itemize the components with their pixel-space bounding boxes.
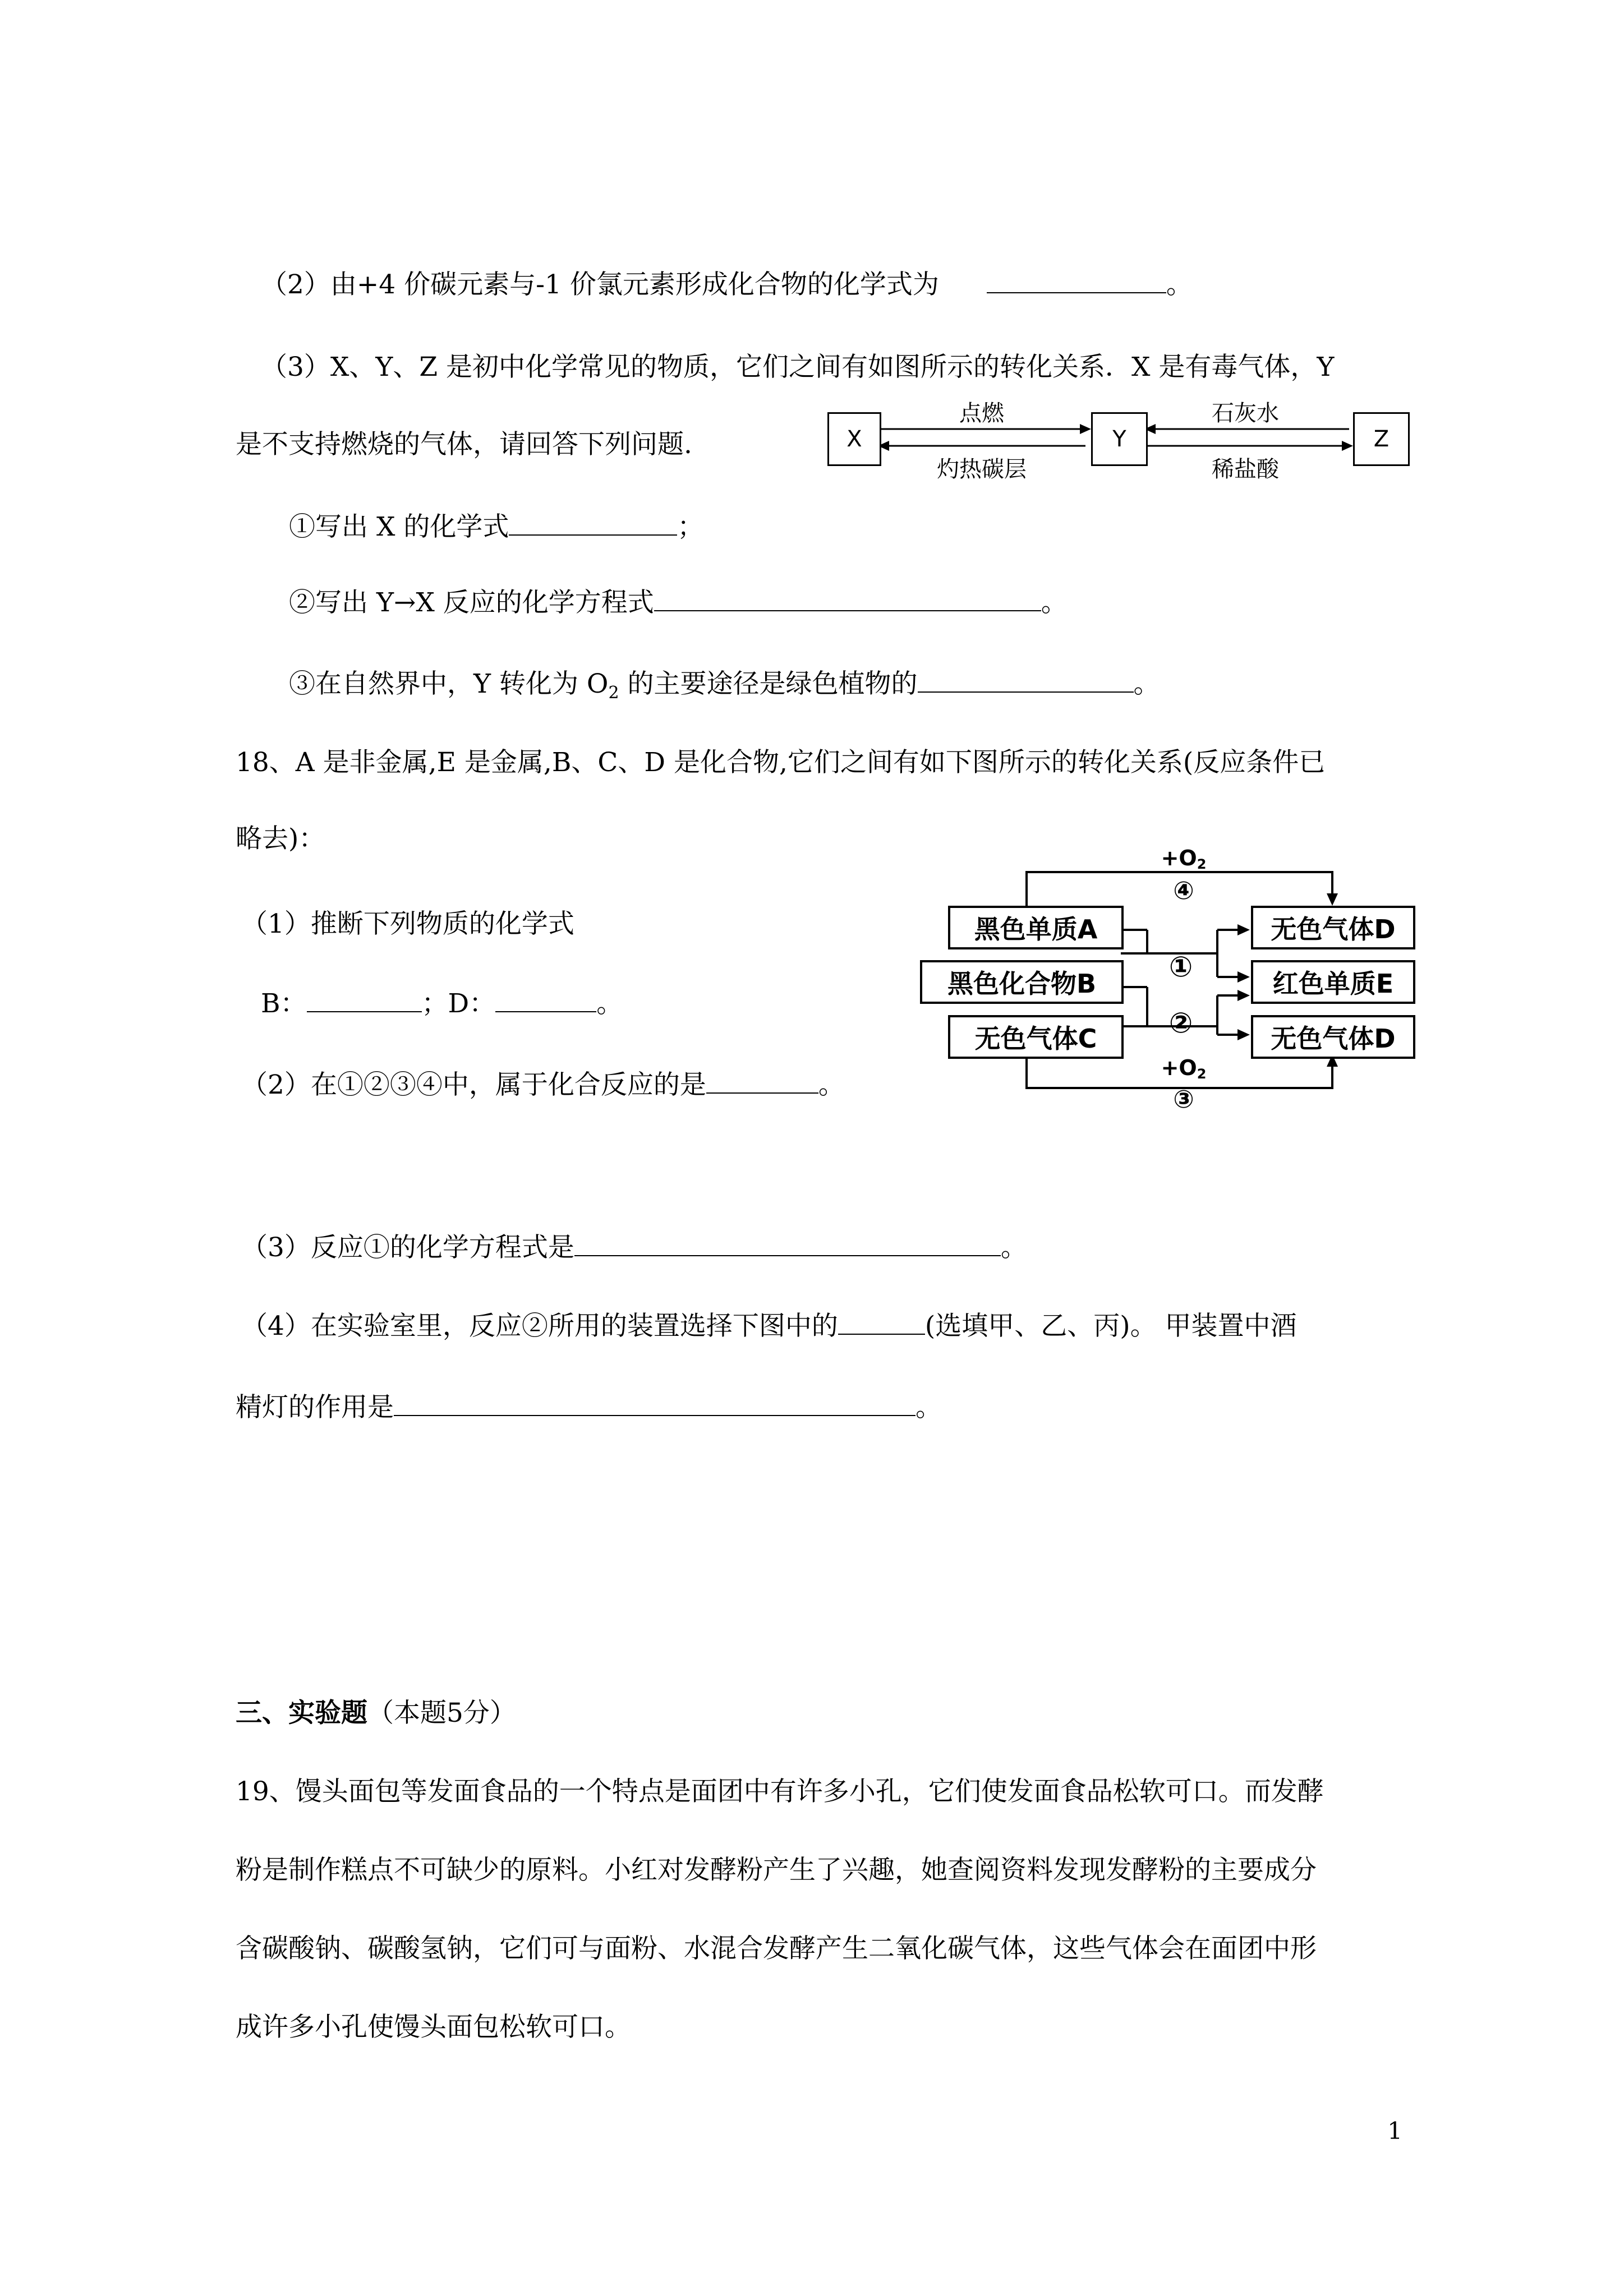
label-hot-carbon: 灼热碳层 <box>937 457 1027 482</box>
box-colorless-gas-d-top: 无色气体D <box>1251 906 1415 949</box>
box-red-element-e: 红色单质E <box>1251 960 1415 1004</box>
q19-line1: 19、馒头面包等发面食品的一个特点是面团中有许多小孔，它们使发面食品松软可口。而发酵 <box>236 1776 1324 1807</box>
q17-sub3: ③在自然界中，Y 转化为 $O_2$ 的主要途径是绿色植物的 。 <box>289 668 1160 703</box>
box-colorless-gas-c: 无色气体C <box>948 1015 1124 1059</box>
box-y: Y <box>1091 412 1148 466</box>
answer-blank[interactable] <box>394 1393 915 1416</box>
box-black-element-a: 黑色单质A <box>948 906 1124 949</box>
q18-line1: 18、A 是非金属,E 是金属,B、C、D 是化合物,它们之间有如下图所示的转化关系(反应条件已 <box>236 747 1326 778</box>
answer-blank[interactable] <box>574 1233 1001 1256</box>
q17-part3-line1: （3）X、Y、Z 是初中化学常见的物质，它们之间有如图所示的转化关系．X 是有毒气体，Y <box>261 352 1335 382</box>
page-number: 1 <box>1387 2117 1402 2145</box>
q18-part4-line2: 精灯的作用是 。 <box>236 1392 942 1423</box>
label-ignite: 点燃 <box>959 400 1004 426</box>
q19-line4: 成许多小孔使馒头面包松软可口。 <box>236 2012 631 2043</box>
box-z: Z <box>1353 412 1410 466</box>
box-black-compound-b: 黑色化合物B <box>920 960 1124 1004</box>
label-plus-o2-bottom: +O2 <box>1161 1055 1207 1082</box>
q19-line3: 含碳酸钠、碳酸氢钠，它们可与面粉、水混合发酵产生二氧化碳气体，这些气体会在面团中形 <box>236 1933 1317 1964</box>
answer-blank[interactable] <box>838 1311 925 1335</box>
label-hcl: 稀盐酸 <box>1212 457 1279 482</box>
q18-part1: （1）推断下列物质的化学式 <box>241 909 574 939</box>
label-limewater: 石灰水 <box>1212 400 1279 426</box>
q17-part2: （2）由+4 价碳元素与-1 价氯元素形成化合物的化学式为 。 <box>261 269 1193 300</box>
q18-part2: （2）在①②③④中，属于化合反应的是 。 <box>241 1069 845 1100</box>
label-plus-o2-top: +O2 <box>1161 846 1207 872</box>
label-reaction-3: ③ <box>1173 1085 1194 1114</box>
section3-heading: 三、实验题（本题5分） <box>236 1698 516 1728</box>
label-reaction-2: ② <box>1168 1007 1193 1039</box>
q17-sub1: ①写出 X 的化学式 ； <box>289 511 704 542</box>
q18-part4-line1: （4）在实验室里，反应②所用的装置选择下图中的 (选填甲、乙、丙)。 甲装置中酒 <box>241 1311 1297 1341</box>
box-x: X <box>827 412 881 466</box>
q17-sub2: ②写出 Y→X 反应的化学方程式 。 <box>289 587 1068 618</box>
q18-part1-answers: B： ；D： 。 <box>261 988 623 1019</box>
box-colorless-gas-d-bottom: 无色气体D <box>1251 1015 1415 1059</box>
label-reaction-1: ① <box>1168 951 1193 983</box>
q17-part3-line2: 是不支持燃烧的气体，请回答下列问题. <box>236 429 692 460</box>
q18-part3: （3）反应①的化学方程式是 。 <box>241 1232 1027 1263</box>
label-reaction-4: ④ <box>1173 877 1194 905</box>
q19-line2: 粉是制作糕点不可缺少的原料。小红对发酵粉产生了兴趣，她查阅资料发现发酵粉的主要成分 <box>236 1855 1317 1885</box>
q18-line2: 略去)： <box>236 823 325 854</box>
